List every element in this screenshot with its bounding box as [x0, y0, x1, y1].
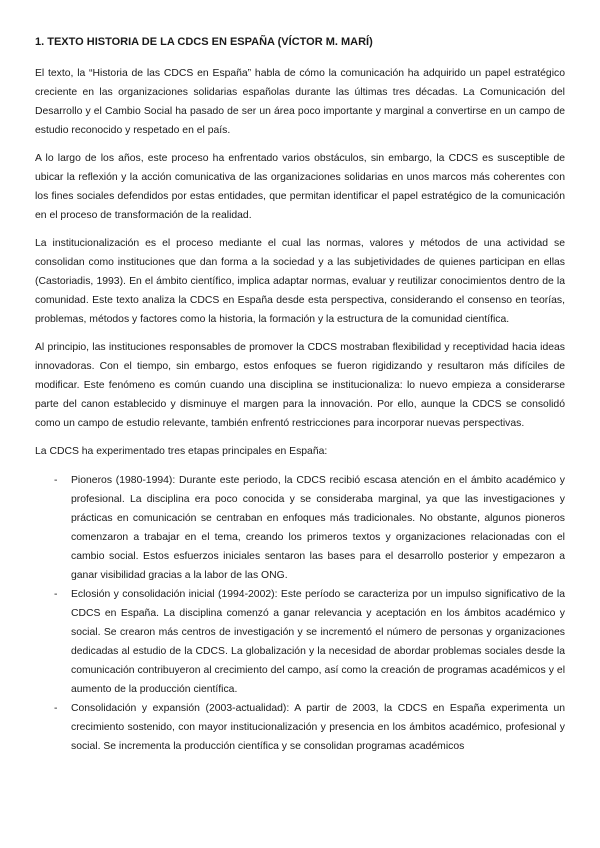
paragraph-3: La institucionalización es el proceso mediante el cual las normas, valores y métodos de una actividad se consolidan como instituciones que dan forma a la sociedad y a las subjetividades de quienes participan en ellas (Castoriadis, 1993). En el ámbito científico, implica adaptar normas, evaluar y reutilizar conocimientos dentro de la comunidad. Este texto analiza la CDCS en España desde esta perspectiva, considerando el consenso en teorías, problemas, métodos y factores como la historia, la formación y la estructura de la comunidad científica.	[35, 238, 565, 325]
document-title: 1. TEXTO HISTORIA DE LA CDCS EN ESPAÑA (VÍCTOR M. MARÍ)	[35, 36, 373, 48]
stage-item-pioneros	[35, 471, 565, 585]
bullet-dash: -	[54, 703, 58, 714]
stage-text: Pioneros (1980-1994): Durante este periodo, la CDCS recibió escasa atención en el ámbito académico y profesional. La disciplina era poco conocida y se consideraba marginal, ya que las investigaciones y prácticas en comunicación se centraban en enfoques más tradicionales. No obstante, algunos pioneros comenzaron a trabajar en el tema, creando los primeros textos y organizaciones relacionadas con el cambio social. Estos esfuerzos iniciales sentaron las bases para el desarrollo posterior y empezaron a ganar visibilidad gracias a la labor de las ONG.	[71, 475, 565, 581]
paragraph-2: A lo largo de los años, este proceso ha enfrentado varios obstáculos, sin embargo, la CDCS es susceptible de ubicar la reflexión y la acción comunicativa de las organizaciones solidarias en unos marcos más coherentes con los fines sociales defendidos por estas entidades, que permitan identificar el papel estratégico de la comunicación en el proceso de transformación de la realidad.	[35, 153, 565, 221]
stages-intro: La CDCS ha experimentado tres etapas principales en España:	[35, 446, 328, 457]
document-page	[35, 35, 565, 756]
stage-text: Consolidación y expansión (2003-actualidad): A partir de 2003, la CDCS en España experimenta un crecimiento sostenido, con mayor institucionalización y presencia en los ámbitos académico, profesional y social. Se incrementa la producción científica y se consolidan programas académicos	[71, 703, 565, 752]
paragraph-4: Al principio, las instituciones responsables de promover la CDCS mostraban flexibilidad y receptividad hacia ideas innovadoras. Con el tiempo, sin embargo, estos enfoques se fueron rigidizando y resultaron más difíciles de modificar. Este fenómeno es común cuando una disciplina se institucionaliza: lo nuevo empieza a considerarse parte del canon establecido y disminuye el margen para la innovación. Por ello, aunque la CDCS se consolidó como un campo de estudio relevante, también enfrentó restricciones para incorporar nuevas perspectivas.	[35, 342, 565, 429]
stage-text: Eclosión y consolidación inicial (1994-2002): Este período se caracteriza por un impulso significativo de la CDCS en España. La disciplina comenzó a ganar relevancia y aceptación en los ámbitos académico y social. Se crearon más centros de investigación y se incrementó el número de personas y organizaciones dedicadas al estudio de la CDCS. La globalización y la necesidad de abordar problemas sociales desde la comunicación contribuyeron al crecimiento del campo, así como la creación de programas académicos y el aumento de la producción científica.	[71, 589, 565, 695]
bullet-dash: -	[54, 589, 58, 600]
stage-item-consolidacion	[35, 699, 565, 756]
bullet-dash: -	[54, 475, 58, 486]
paragraph-1: El texto, la “Historia de las CDCS en España” habla de cómo la comunicación ha adquirido un papel estratégico creciente en las organizaciones solidarias españolas durante las últimas tres décadas. La Comunicación del Desarrollo y el Cambio Social ha pasado de ser un área poco importante y marginal a convertirse en un campo de estudio reconocido y respetado en el país.	[35, 68, 565, 136]
stages-list	[35, 471, 565, 756]
stage-item-eclosion	[35, 585, 565, 699]
